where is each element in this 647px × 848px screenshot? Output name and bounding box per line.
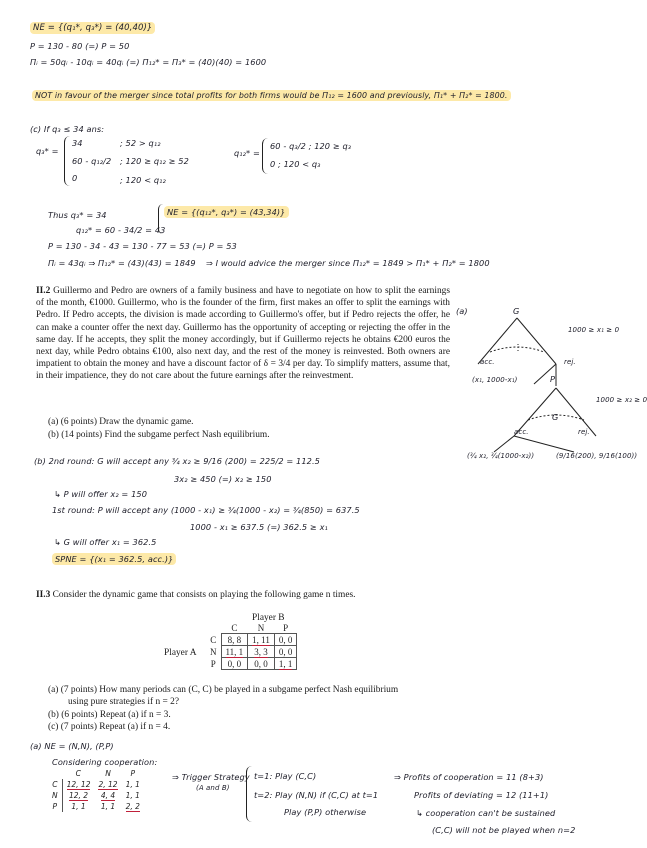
profit-line: Πᵢ = 50qᵢ - 10qᵢ = 40qᵢ (=) Π₁₂* = Π₃* = (40)(40) = 1600: [30, 57, 267, 67]
col-header: P: [130, 769, 135, 778]
b-line-1: (b) 2nd round: G will accept any ¾ x₂ ≥ 9/16 (200) = 225/2 = 112.5: [34, 456, 320, 466]
conclusion-2: (C,C) will not be played when n=2: [432, 825, 576, 835]
row-header: P: [48, 801, 62, 812]
t3-line: Play (P,P) otherwise: [284, 807, 367, 817]
tree-cond-1: 1000 ≥ x₁ ≥ 0: [568, 326, 620, 334]
cell: 0, 0: [274, 634, 297, 646]
tree-acc-2: acc.: [514, 428, 529, 436]
row-header: N: [210, 646, 217, 657]
tree-label: (a): [456, 306, 468, 316]
cell: 0, 0: [248, 658, 275, 670]
cell: 2, 12: [98, 780, 118, 789]
q12-case-1: 60 - q₃/2 ; 120 ≥ q₃: [270, 141, 352, 151]
payoff-matrix: [206, 622, 297, 670]
tree-cond-2: 1000 ≥ x₂ ≥ 0: [596, 396, 647, 404]
profit-coop: ⇒ Profits of cooperation = 11 (8+3): [394, 772, 544, 782]
a3-considering: Considering cooperation:: [52, 757, 158, 767]
q3-text: [36, 589, 355, 601]
trigger-label: ⇒ Trigger Strategy: [172, 772, 250, 782]
q3-part-c: (c) (7 points) Repeat (a) if n = 4.: [48, 722, 171, 732]
tree-dots-1: [490, 347, 544, 352]
q2-body: Guillermo and Pedro are owners of a family business and have to negotiate on how to split the earnings of the month, €1000. Guillermo, who is the founder of the firm, first makes an offer to split the earnings with Pedro. If Pedro accepts, the division is made according to Guillermo's offer, but if Pedro rejects the offer, he can make a counter offer the next day. Guillermo has the opportunity of accepting or rejecting the offer in the same day. If he accepts, they split the money accordingly, but if Guillermo rejects he obtains €200 euros the next day, while Pedro obtains €100, also next day, and the rest of the money is reinvested. Both owners are impatient to obtain the money and have a discount factor of δ = 3/4 per day. To simplify matters, assume that, in their impatience, they do not care about the future earnings after the reinvestment.: [36, 286, 450, 382]
q3-case-1: 34: [72, 138, 83, 148]
row-header: P: [210, 658, 216, 669]
q12-label: q₁₂* =: [234, 148, 260, 158]
cell: 4, 4: [100, 791, 116, 800]
tree-payoff-3: (9/16(200), 9/16(100)): [556, 452, 638, 460]
b-line-5: 1000 - x₁ ≥ 637.5 (=) 362.5 ≥ x₁: [190, 522, 328, 532]
cell: 0, 0: [274, 646, 297, 658]
q3-part-a-cont: using pure strategies if n = 2?: [68, 697, 179, 707]
q3-label: q₃* =: [36, 146, 59, 156]
cell: 1, 11: [248, 634, 275, 646]
b-line-4: 1st round: P will accept any (1000 - x₁) ≥ ¾(1000 - x₂) = ¾(850) = 637.5: [52, 505, 360, 515]
cell: 3, 3: [248, 646, 275, 658]
thus-line: Thus q₃* = 34: [48, 210, 107, 220]
row-header: C: [48, 779, 62, 790]
col-header: C: [75, 769, 81, 778]
t1-line: t=1: Play (C,C): [254, 771, 317, 781]
cell: 2, 2: [125, 802, 140, 811]
tree-edge-acc2: [494, 436, 514, 452]
tree-p-node: P: [550, 374, 556, 384]
q3-cond-2: ; 120 ≥ q₁₂ ≥ 52: [120, 156, 189, 166]
col-header: N: [105, 769, 111, 778]
q12-result: q₁₂* = 60 - 34/2 = 43: [76, 225, 166, 235]
b-line-3: ↳ P will offer x₂ = 150: [54, 489, 148, 499]
cell: 1, 1: [274, 658, 297, 670]
cell: 1, 1: [100, 802, 116, 811]
not-favour-line: NOT in favour of the merger since total profits for both firms would be Π₁₂ = 1600 and previously, Π₁* + Π₂* = 1800.: [32, 91, 511, 100]
tree-payoff-2: (¾ x₂, ¾(1000-x₂)): [467, 452, 535, 460]
q2-part-a: (a) (6 points) Draw the dynamic game.: [48, 417, 194, 427]
q3-case-3: 0: [72, 173, 78, 183]
col-header: N: [257, 622, 265, 633]
q2-label: II.2: [36, 286, 51, 296]
cell: 12, 2: [69, 791, 89, 800]
price-c: P = 130 - 34 - 43 = 130 - 77 = 53 (=) P = 53: [48, 241, 237, 251]
col-header: C: [231, 622, 238, 633]
trigger-sub: (A and B): [196, 784, 230, 792]
part-c-header: (c) If q₃ ≤ 34 ans:: [30, 124, 105, 134]
tree-payoff-1: (x₁, 1000-x₁): [472, 376, 518, 384]
q3-body: Consider the dynamic game that consists on playing the following game n times.: [52, 590, 356, 600]
tree-edge-g-right: [517, 318, 556, 364]
spne: SPNE = {(x₁ = 362.5, acc.)}: [52, 554, 176, 564]
q3-cond-3: ; 120 < q₁₂: [120, 175, 166, 185]
price-line: P = 130 - 80 (=) P = 50: [30, 41, 130, 51]
coop-matrix: [48, 768, 144, 812]
tree-root: G: [513, 306, 520, 316]
tree-edge-p-right: [556, 388, 596, 436]
cell: 11, 1: [221, 646, 248, 658]
q12-case-2: 0 ; 120 < q₃: [270, 159, 321, 169]
profit-dev: Profits of deviating = 12 (11+1): [414, 790, 549, 800]
q3-label: II.3: [36, 590, 51, 600]
brace-trigger: [246, 766, 252, 822]
ne-line: NE = {(q₁*, q₃*) = (40,40)}: [30, 23, 155, 33]
cell: 1, 1: [125, 780, 140, 789]
cell: 0, 0: [221, 658, 248, 670]
cell: 12, 12: [66, 780, 91, 789]
cell: 8, 8: [221, 634, 248, 646]
advice-line: ⇒ I would advice the merger since Π₁₂* = 1849 > Π₁* + Π₂* = 1800: [206, 258, 490, 268]
player-b-label: Player B: [252, 613, 285, 623]
cell: 1, 1: [71, 802, 86, 811]
q3-part-a: (a) (7 points) How many periods can (C, C) be played in a subgame perfect Nash equilibrium: [48, 685, 399, 695]
player-a-label: Player A: [164, 648, 197, 658]
cell: 1, 1: [125, 791, 140, 800]
t2-line: t=2: Play (N,N) if (C,C) at t=1: [254, 790, 379, 800]
tree-edge-rej2: [514, 436, 574, 452]
a3-ne: (a) NE = (N,N), (P,P): [30, 741, 114, 751]
tree-g-node: G: [552, 412, 559, 422]
q3-part-b: (b) (6 points) Repeat (a) if n = 3.: [48, 710, 171, 720]
b-line-2: 3x₂ ≥ 450 (=) x₂ ≥ 150: [174, 474, 272, 484]
conclusion-1: ↳ cooperation can't be sustained: [416, 808, 556, 818]
row-header: N: [48, 790, 62, 801]
q3-cond-1: ; 52 > q₁₂: [120, 138, 161, 148]
tree-rej-2: rej.: [578, 428, 590, 436]
tree-acc-1: acc.: [480, 358, 495, 366]
ne-box: NE = {(q₁₂*, q₃*) = (43,34)}: [164, 207, 289, 217]
profit-c: Πᵢ = 43qᵢ ⇒ Π₁₂* = (43)(43) = 1849: [48, 258, 196, 268]
row-header: C: [210, 634, 217, 645]
q2-part-b: (b) (14 points) Find the subgame perfect Nash equilibrium.: [48, 430, 270, 440]
tree-rej-1: rej.: [564, 358, 576, 366]
b-line-6: ↳ G will offer x₁ = 362.5: [54, 537, 157, 547]
col-header: P: [283, 622, 289, 633]
q3-case-2: 60 - q₁₂/2: [72, 156, 112, 166]
